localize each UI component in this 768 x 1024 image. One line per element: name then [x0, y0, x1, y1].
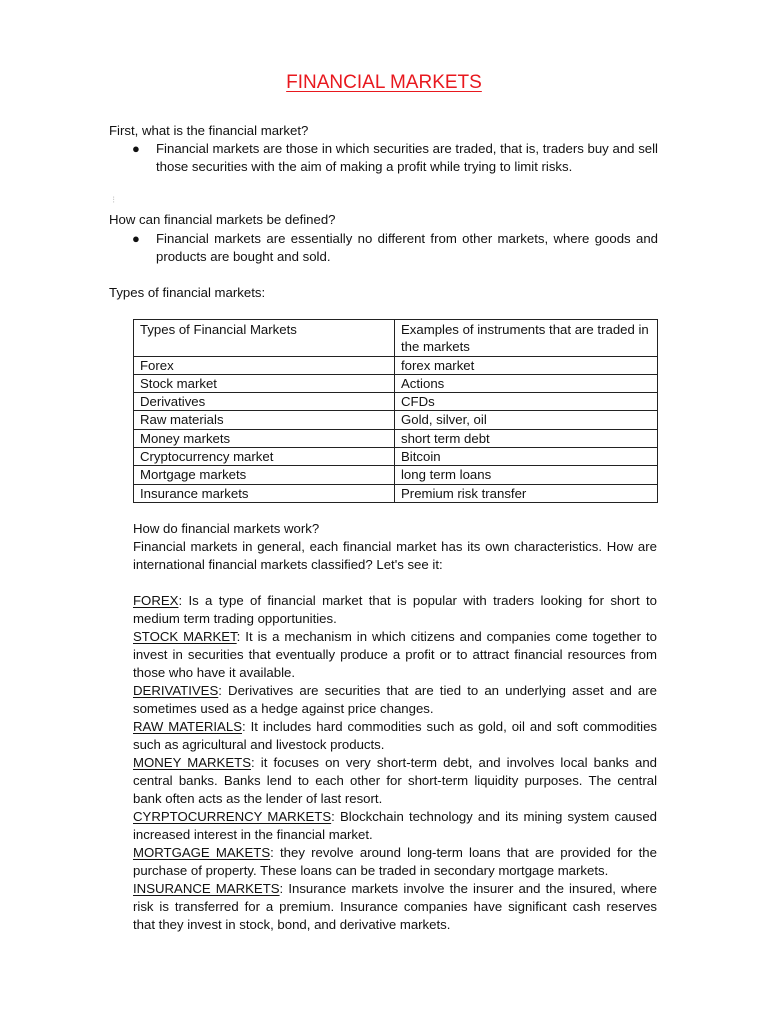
instrument-cell: Bitcoin [395, 448, 658, 466]
question-what-is: First, what is the financial market? [109, 123, 309, 138]
definition-term: DERIVATIVES [133, 683, 219, 698]
bullet-item [132, 140, 658, 176]
definition-term: STOCK MARKET [133, 629, 237, 644]
definition-term: INSURANCE MARKETS [133, 881, 280, 896]
table-row [134, 484, 658, 502]
bullet-text: Financial markets are essentially no different from other markets, where goods and products are bought and sold. [156, 231, 658, 264]
definition-text: : Is a type of financial market that is popular with traders looking for short to medium term trading opportunities. [133, 593, 657, 626]
table-row [134, 393, 658, 411]
table-row [134, 429, 658, 447]
paragraph-marker-icon: ⁝ [112, 195, 116, 206]
market-type-cell: Forex [134, 356, 395, 374]
definition-paragraph [133, 880, 657, 934]
market-type-cell: Mortgage markets [134, 466, 395, 484]
intro-paragraph: Financial markets in general, each financial market has its own characteristics. How are international financial markets classified? Let's see it: [133, 539, 657, 572]
page-title: FINANCIAL MARKETS [286, 72, 482, 93]
definition-text: : Derivatives are securities that are tied to an underlying asset and are sometimes used as a hedge against price changes. [133, 683, 657, 716]
table-header-row [134, 320, 658, 357]
definition-term: MONEY MARKETS [133, 755, 251, 770]
instrument-cell: long term loans [395, 466, 658, 484]
definition-paragraph [133, 718, 657, 754]
bullet-icon: ● [132, 231, 140, 246]
table-row [134, 411, 658, 429]
market-type-cell: Derivatives [134, 393, 395, 411]
definition-text: : It is a mechanism in which citizens and companies come together to invest in securities that eventually produce a profit or to attract financial resources from those who have it available. [133, 629, 657, 680]
table-row [134, 466, 658, 484]
table-row [134, 374, 658, 392]
market-type-cell: Stock market [134, 374, 395, 392]
question-defined: How can financial markets be defined? [109, 212, 336, 227]
types-heading: Types of financial markets: [109, 285, 266, 300]
market-type-cell: Raw materials [134, 411, 395, 429]
bullet-item [132, 230, 658, 266]
bullet-text: Financial markets are those in which securities are traded, that is, traders buy and sell those securities with the aim of making a profit while trying to limit risks. [156, 141, 658, 174]
definition-paragraph [133, 592, 657, 628]
markets-table [133, 319, 658, 503]
definition-text: : it focuses on very short-term debt, and involves local banks and central banks. Banks lend to each other for short-term liquidity purposes. The central bank often acts as the lender of last resort. [133, 755, 657, 806]
definition-term: RAW MATERIALS [133, 719, 242, 734]
definition-text: : Blockchain technology and its mining system caused increased interest in the financial market. [133, 809, 658, 842]
definition-text: : Insurance markets involve the insurer and the insured, where risk is transferred for a premium. Insurance companies have significant cash reserves that they invest in stock, bond, and derivative markets. [133, 881, 657, 932]
definition-paragraph [133, 754, 657, 808]
definition-term: FOREX [133, 593, 179, 608]
instrument-cell: short term debt [395, 429, 658, 447]
definition-paragraph [133, 682, 657, 718]
definition-paragraph [133, 628, 657, 682]
instrument-cell: Premium risk transfer [395, 484, 658, 502]
market-type-cell: Cryptocurrency market [134, 448, 395, 466]
definition-paragraph [133, 844, 657, 880]
bullet-icon: ● [132, 141, 140, 156]
table-row [134, 356, 658, 374]
table-header-cell: Types of Financial Markets [134, 320, 395, 357]
definition-text: : It includes hard commodities such as gold, oil and soft commodities such as agricultural and livestock products. [133, 719, 657, 752]
definitions-list [133, 592, 657, 934]
instrument-cell: Gold, silver, oil [395, 411, 658, 429]
market-type-cell: Insurance markets [134, 484, 395, 502]
instrument-cell: Actions [395, 374, 658, 392]
how-work-heading: How do financial markets work? [133, 521, 320, 536]
definition-term: MORTGAGE MAKETS [133, 845, 271, 860]
definition-term: CYRPTOCURRENCY MARKETS [133, 809, 332, 824]
table-header-cell: Examples of instruments that are traded in the markets [395, 320, 658, 357]
table-row [134, 448, 658, 466]
definition-paragraph [133, 808, 657, 844]
market-type-cell: Money markets [134, 429, 395, 447]
instrument-cell: forex market [395, 356, 658, 374]
definition-text: : they revolve around long-term loans that are provided for the purchase of property. These loans can be traded in secondary mortgage markets. [133, 845, 657, 878]
instrument-cell: CFDs [395, 393, 658, 411]
